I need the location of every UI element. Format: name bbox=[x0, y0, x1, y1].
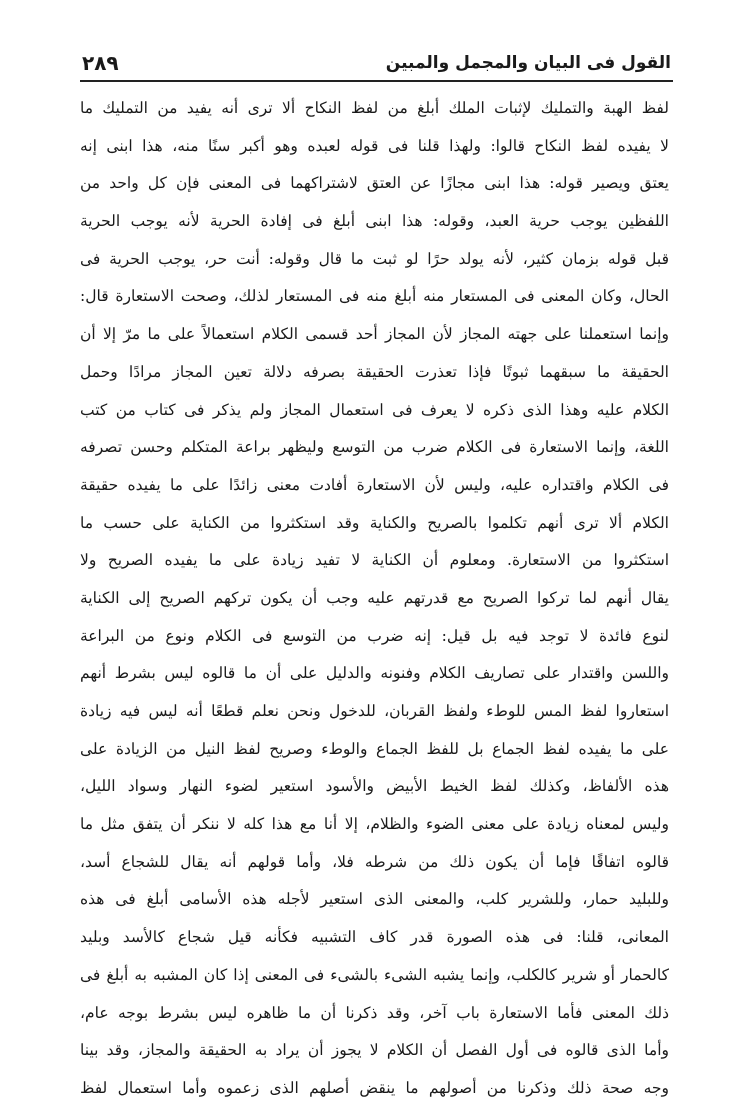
text-line: يعتق ويصير قوله: هذا ابنى مجازًا عن العتق لاشتراكهما فى المعنى فإن كل واحد من bbox=[80, 174, 669, 193]
text-line: الكلام عليه وهذا الذى ذكره لا يعرف فى استعمال المجاز ولم يذكر فى كتاب من كتب bbox=[80, 400, 669, 419]
text-line: وإنما استعملنا على جهته المجاز لأن المجاز أحد قسمى الكلام استعمالاً على ما مرّ إلا أن bbox=[80, 325, 669, 344]
text-line: على ما يفيده لفظ الجماع بل للفظ الجماع والوطء وصريح لفظ النيل من الزيادة على bbox=[80, 739, 669, 758]
text-line: استعاروا لفظ المس للوطء ولفظ القربان، للدخول ونحن نعلم قطعًا أنه ليس فيه زيادة bbox=[80, 702, 669, 720]
body-text bbox=[80, 90, 669, 1108]
text-line: اللفظين يوجب حرية العبد، وقوله: هذا ابنى أبلغ فى إفادة الحرية لأنه يوجب الحرية bbox=[80, 212, 669, 231]
text-line: الحقيقة ما سبقهما ثبوتًا فإذا تعذرت الحقيقة بصرفه دلالة تعين المجاز مرادًا وحمل bbox=[80, 362, 669, 381]
text-line: واللسن واقتدار على تصاريف الكلام وفنونه والدليل على أن ما قالوه ليس بشرط أنهم bbox=[80, 664, 669, 683]
text-line: لنوع فائدة لا توجد فيه بل قيل: إنه ضرب من التوسع فى الكلام ونوع من البراعة bbox=[80, 626, 669, 645]
text-line: وأما الذى قالوه فى أول الفصل أن الكلام لا يجوز أن يراد به الحقيقة والمجاز، وقد بينا bbox=[80, 1041, 669, 1060]
text-line: الكلام ألا ترى أنهم تكلموا بالصريح والكناية وقد استكثروا من الكناية على حسب ما bbox=[80, 513, 669, 532]
text-line: وليس لمعناه زيادة على معنى الضوء والظلام، إلا أنا مع هذا كله لا ننكر أن يتفق مثل ما bbox=[80, 815, 669, 834]
text-line: وللبليد حمار، وللشرير كلب، والمعنى الذى استعير لأجله هذه الأسامى أبلغ فى هذه bbox=[80, 890, 669, 909]
text-line: قبل قوله بزمان كثير، لأنه يولد حرًا لو ثبت ما قال وقوله: أنت حر، يوجب الحرية فى bbox=[80, 249, 669, 268]
page-number: ٢٨٩ bbox=[82, 51, 119, 75]
text-line: اللغة، وإنما الاستعارة فى الكلام ضرب من التوسع وليظهر براعة المتكلم وحسن تصرفه bbox=[80, 438, 669, 457]
text-line: المعانى، قلنا: فى هذه الصورة قدر كاف التشبيه فكأنه قيل شجاع كالأسد وبليد bbox=[80, 928, 669, 947]
text-line: كالحمار أو شرير كالكلب، وإنما يشبه الشىء بالشىء فى المعنى إذا كان المشبه به أبلغ فى bbox=[80, 965, 669, 984]
text-line: لا يفيده لفظ النكاح قالوا: ولهذا قلنا فى قوله لعبده وهو أكبر سنًا منه، هذا ابنى إنه bbox=[80, 136, 669, 155]
text-line: فى الكلام واقتداره عليه، وليس لأن الاستعارة أفادت معنى زائدًا على ما يفيده حقيقة bbox=[80, 475, 669, 494]
text-line: استكثروا من الاستعارة. ومعلوم أن الكناية لا تفيد زيادة على ما يفيده الصريح ولا bbox=[80, 551, 669, 570]
running-title: القول فى البيان والمجمل والمبين bbox=[385, 53, 671, 73]
text-line: ذلك المعنى فأما الاستعارة باب آخر، وقد ذكرنا أن ما ظاهره ليس بشرط بوجه عام، bbox=[80, 1003, 669, 1022]
header-rule bbox=[80, 80, 673, 82]
text-line: وجه صحة ذلك وذكرنا من أصولهم ما ينقض أصلهم الذى زعموه وأما استعمال لفظ bbox=[80, 1078, 669, 1097]
text-line: هذه الألفاظ، وكذلك لفظ الخيط الأبيض والأسود استعير لضوء النهار وسواد الليل، bbox=[80, 777, 669, 796]
text-line: قالوه اتفاقًا فإما أن يكون ذلك من شرطه فلا، وأما قولهم أنه يقال للشجاع أسد، bbox=[80, 852, 669, 871]
text-line: الحال، وكان المعنى فى المستعار منه أبلغ منه فى المستعار لذلك، وصحت الاستعارة قال: bbox=[80, 287, 669, 306]
text-line: لفظ الهبة والتمليك لإثبات الملك أبلغ من لفظ النكاح ألا ترى أنه يفيد من التمليك ما bbox=[80, 99, 669, 117]
text-line: يقال أنهم لما تركوا الصريح مع قدرتهم عليه وجب أن يكون تركهم الصريح إلى الكناية bbox=[80, 588, 669, 607]
page-header bbox=[82, 42, 671, 78]
